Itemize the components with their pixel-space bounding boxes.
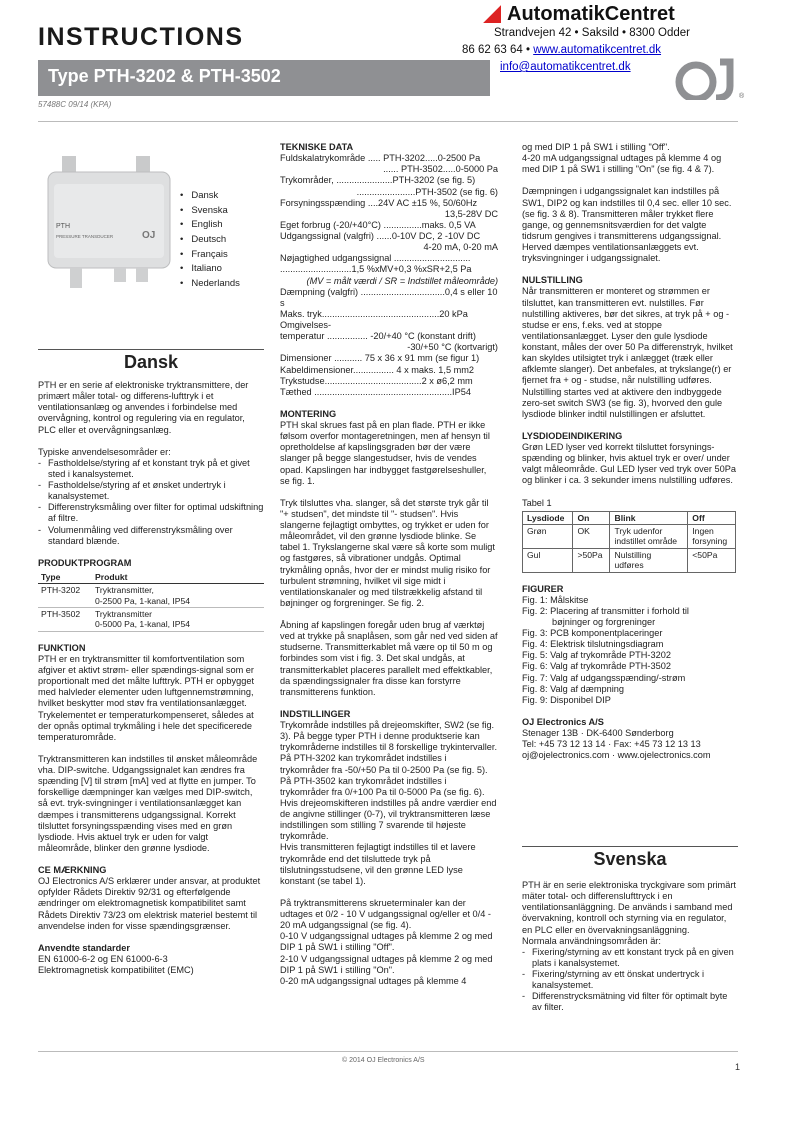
spec-line: Dimensioner ........... 75 x 36 x 91 mm (se figur 1) [280,353,480,364]
spec-line: .......................PTH-3502 (se fig. 6) [356,186,498,197]
list-item: - Differenstryksmåling over filter for optimal udskiftning af filtre. [38,502,264,524]
spec-line: Maks. tryk..............................................20 kPa [280,308,468,319]
registered-mark: ® [739,93,745,100]
montering-text-1: PTH skal skrues fast på en plan flade. PTH er ikke følsom overfor montageretningen, men af hensyn til opretholdelse af kapslingsgraden bør der være slanger på begge slangestudser, hvis de vendes opad. Kapslingen har indbygget fastgørelseshuller, se fig. 1. [280,420,490,486]
company-email-link[interactable] [500,61,631,75]
document-number: 57488C 09/14 (KPA) [38,100,112,109]
oj-company-heading: OJ Electronics A/S [522,716,604,727]
language-item[interactable]: • Svenska [180,205,240,220]
company-email[interactable]: info@automatikcentret.dk [500,61,631,73]
svenska-intro: PTH är en serie elektroniska tryckgivare som primärt mäter total- och differenslufttryck i en ventilationsanläggning. De används i samband med övervakning, kontroll och styrning via en regulator, en PLC eller en övervakningsanläggning. [522,880,736,935]
list-item: - Differenstrycksmätning vid filter för optimalt byte av filter. [522,991,728,1013]
indstillinger-text: 0-10 V udgangssignal udtages på klemme 2 og med DIP 1 på SW1 i stilling "Off". [280,931,493,953]
company-phone: 86 62 63 64 • [462,44,530,56]
table-row: Gul >50Pa Nulstilling udføres <50Pa [523,548,736,572]
language-item[interactable]: • Deutsch [180,234,240,249]
table-row: PTH-3202 Tryktransmitter, 0-2500 Pa, 1-kanal, IP54 [38,584,264,608]
list-item: - Volumenmåling ved differenstryksmåling over standard blænde. [38,524,233,546]
product-label: PTH [56,223,70,230]
ce-text: OJ Electronics A/S erklærer under ansvar, at produktet opfylder Rådets Direktiv 92/31 og efterfølgende ændringer om elektromagnetisk kompatibilitet samt Rådets Direktiv 73/23 om elektrisk materiel bestemt til anvendelse inden for visse spændingsgrænser. [38,876,261,931]
language-item[interactable]: • Dansk [180,190,240,205]
spec-line: Trykområder, ......................PTH-3202 (se fig. 5) [280,175,476,186]
section-heading-svenska: Svenska [522,846,738,871]
figure-item: Fig. 6: Valg af trykområde PTH-3502 [522,661,671,672]
spec-line: 13,5-28V DC [444,208,498,219]
oj-contact: oj@ojelectronics.com · www.ojelectronics.com [522,750,711,761]
title-bar [38,60,490,96]
list-item: - Fastholdelse/styring af et ønsket undertryk i kanalsystemet. [38,480,226,502]
spec-line: ...... PTH-3502.....0-5000 Pa [383,164,498,175]
montering-text-2: Tryk tilsluttes vha. slanger, så det største tryk går til "+ studsen", det mindste til "- studsen". Hvis slangerne fejlagtigt ombyttes, og trykket er uden for måleområdet, vil den grønne lysdiode blinke. Se tabel 1. Trykslangerne skal være så korte som muligt og fastgøres, så vibrationer undgås. Optimal trykmåling opnås, hvor der er mindst mulig risiko for turbulent strømning, hvilket vil sige midt i ventilationskanaler og med tilstrækkelig afstand til bøjninger og forgreninger. Se fig. 2. [280,497,495,608]
table-row: Grøn OK Tryk udenfor indstillet område Ingen forsyning [523,525,736,549]
brand-logo-icon [483,5,501,23]
indstillinger-text: På PTH-3202 kan trykområdet indstilles i trykområder fra -50/+50 Pa til 0-2500 Pa (se fig. 5). [280,753,488,775]
spec-line: -30/+50 °C (kortvarigt) [407,342,498,353]
list-item: - Fixering/styrning av ett önskat undertryck i kanalsystemet. [522,969,705,991]
spec-line: temperatur ................ -20/+40 °C (konstant drift) [280,331,476,342]
standards-line: Elektromagnetisk kompatibilitet (EMC) [38,965,194,976]
daempning-text: Dæmpningen i udgangssignalet kan indstilles på SW1, DIP2 og kan indstilles til 0,4 sec. eller 10 sec. (se fig. 3 & 8). Transmitteren måler trykket flere gange, og gennemsnitsværdien for det valgte tidsrum gengives i transmitterens udgangssignal. Herved dæmpes ventilationsanlæggets evt. tryksvingninger i udgangssignalet. [522,186,732,264]
spec-line: Trykstudse......................................2 x ø6,2 mm [280,375,473,386]
list-item: - Fastholdelse/styring af et konstant tryk på et givet sted i kanalsystemet. [38,457,250,479]
spec-line: Eget forbrug (-20/+40°C) ...............maks. 0,5 VA [280,219,476,230]
nulstilling-text: Når transmitteren er monteret og strømmen er tilsluttet, kan transmitteren evt. nulstilles. Før nulstilling aktiveres, bør det sikres, at tryk på + og - studse er ens, f.eks. ved at stoppe ventilationsanlægget. Lyser den gule lysdiode konstant, måles der over 50 Pa differenstryk, hvilket kan skyldes utilsigtet tryk i anlægget (træk eller afklemte slanger). Det anbefales, at trykslange(r) er fjernet fra + og - studse, når nulstilling udføres. Nulstilling startes ved at aktivere den indbyggede zero-set switch SW3 (se fig. 3), hvorved den gule lysdiode blinker indtil nulstillingen er afsluttet. [522,286,733,419]
indstillinger-text: 2-10 V udgangssignal udtages på klemme 2 og med DIP 1 på SW1 i stilling "On". [280,953,493,975]
list-item: - Fixering/styrning av ett konstant tryck på en given plats i kanalsystemet. [522,946,734,968]
table-header: Blink [610,511,688,524]
table-row: PTH-3502 Tryktransmitter 0-5000 Pa, 1-kanal, IP54 [38,608,264,632]
language-item[interactable]: • Nederlands [180,278,240,293]
spec-line: Dæmpning (valgfri) .................................0,4 s eller 10 s [280,286,498,308]
product-image [44,156,176,296]
language-item[interactable]: • Français [180,249,240,264]
table-header: Type [38,571,92,584]
language-item[interactable]: • English [180,219,240,234]
ce-heading: CE MÆRKNING [38,865,107,876]
figure-item: Fig. 5: Valg af trykområde PTH-3202 [522,650,671,661]
product-sublabel: PRESSURE TRANSDUCER [56,234,114,239]
spec-line: Omgivelses- [280,320,332,330]
produktprogram-heading: PRODUKTPROGRAM [38,557,132,568]
company-brand [483,2,675,26]
product-logo: OJ [142,230,156,241]
tekniske-data-heading: TEKNISKE DATA [280,142,354,152]
led-table [522,511,736,573]
figure-item: Fig. 8: Valg af dæmpning [522,683,624,694]
language-list [180,190,240,293]
figure-item: Fig. 4: Elektrisk tilslutningsdiagram [522,639,664,650]
funktion-text-1: PTH er en tryktransmitter til komfortventilation som afgiver et aktivt strøm- eller spændings-signal som er proportionalt med det målte lufttryk. PTH er opbygget med halvleder elementer uden luftgennemstrømning, hvilket beskytter mod støv fra ventilationsanlægget. Trykelementet er temperaturkompenseret, således at der opnås optimal trykmåling i hele det specificerede temperaturområde. [38,653,255,742]
section-heading-dansk: Dansk [38,349,264,374]
figure-item: Fig. 9: Disponibel DIP [522,694,611,705]
company-name: AutomatikCentret [507,3,675,25]
header-divider [38,121,738,122]
svenska-column [522,880,738,1014]
table-header: On [573,511,610,524]
table-caption: Tabel 1 [522,497,552,508]
spec-line: Tæthed ......................................................IP54 [280,386,471,397]
indstillinger-text: Trykområde indstilles på drejeomskifter, SW2 (se fig. 3). På begge typer PTH i denne produktserie kan trykområderne indstilles til 8 forskellige trykintervaller. [280,720,498,753]
indstillinger-text: På tryktransmitterens skrueterminaler kan der udtages et 0/2 - 10 V udgangssignal og/eller et 0/4 - 20 mA udgangssignal (se fig. 4). [280,897,491,931]
standards-heading: Anvendte standarder [38,942,130,953]
funktion-text-2: Tryktransmitteren kan indstilles til ønsket måleområde vha. DIP-switche. Udgangssignalet kan ændres fra spænding [V] til strøm [mA] ved at flytte en jumper. To forskellige dæmpninger kan vælges med DIP-switch, så evt. tryk-svingninger i ventilationsanlægget kan dæmpes i transmitterens udgangssignal. Korrekt tilsluttet forsyningsspænding vises med en grøn lysdiode. Hvis aktuel tryk er uden for valgt måleområde, blinker den grønne lysdiode. [38,753,258,853]
table-header: Lysdiode [523,511,573,524]
figurer-heading: FIGURER [522,583,564,594]
uses-title: Typiske anvendelsesområder er: [38,446,171,457]
intro-text: PTH er en serie af elektroniske tryktransmittere, der primært måler total- og differens-lufttryk i et ventilationsanlæg og anvendes i forbindelse med overvågning, kontrol og regulering via en regulator, PLC eller et overvågningsanlæg. [38,380,249,435]
standards-line: EN 61000-6-2 og EN 61000-6-3 [38,953,168,964]
product-table [38,571,264,632]
oj-logo-icon [668,56,746,100]
footer-divider [38,1051,738,1052]
spec-line: ............................1,5 %xMV+0,3 %xSR+2,5 Pa [280,264,472,275]
middle-column [280,142,498,987]
indstillinger-text: 0-20 mA udgangssignal udtages på klemme 4 [280,975,467,986]
nulstilling-heading: NULSTILLING [522,275,583,286]
figure-item: Fig. 7: Valg af udgangsspænding/-strøm [522,672,686,683]
left-column [38,380,264,976]
right-column [522,142,738,761]
montering-text-3: Åbning af kapslingen foregår uden brug af værktøj ved at trykke på snaplåsen, som går ned ved siden af studserne. Transmitterkablet må være op til 50 m og forbindes som vist i fig. 3. Det skal undgås, at transmitterkablet placeres parallelt med effektkabler, da spændingssignaler fra disse kan forstyrre transmitterens funktion. [280,620,498,697]
spec-line: Nøjagtighed udgangssignal .............................. [280,253,471,264]
page-number: 1 [735,1062,741,1072]
figure-item: Fig. 2: Placering af transmitter i forhold til [522,605,689,616]
spec-line: Fuldskalatrykområde ..... PTH-3202.....0-2500 Pa [280,153,481,164]
lysdiode-text: Grøn LED lyser ved korrekt tilsluttet forsynings-spænding og blinker, hvis aktuel tryk er over/ under valgt måleområde. Gul LED lyser ved tryk over 50Pa og blinker i ca. 3 sekunder imens nulstilling udføres. [522,442,736,486]
table-header: Off [688,511,736,524]
language-item[interactable]: • Italiano [180,263,240,278]
oj-phone: Tel: +45 73 12 13 14 · Fax: +45 73 12 13 13 [522,739,701,750]
spec-line: (MV = målt værdi / SR = Indstillet måleområde) [306,275,498,286]
spec-line: Kabeldimensioner................ 4 x maks. 1,5 mm2 [280,364,475,375]
indstillinger-heading: INDSTILLINGER [280,708,351,719]
company-contact [462,44,661,58]
oj-address: Stenager 13B · DK-6400 Sønderborg [522,728,674,739]
lysdiode-heading: LYSDIODEINDIKERING [522,430,623,441]
spec-line: Udgangssignal (valgfri) ......0-10V DC, 2 -10V DC [280,231,481,241]
montering-heading: MONTERING [280,408,337,419]
spec-line: 4-20 mA, 0-20 mA [423,242,498,253]
svenska-uses-title: Normala användningsområden är: [522,935,661,946]
figure-item: bøjninger og forgreninger [552,616,656,627]
indstillinger-cont: og med DIP 1 på SW1 i stilling "Off". [522,142,670,152]
table-header: Produkt [92,571,264,584]
company-address: Strandvejen 42 • Saksild • 8300 Odder [494,27,691,39]
instructions-heading: INSTRUCTIONS [38,23,244,51]
indstillinger-text: På PTH-3502 kan trykområdet indstilles i trykområder fra 0/+100 Pa til 0-5000 Pa (se fig. 6). [280,775,485,797]
indstillinger-text: Hvis transmitteren fejlagtigt indstilles til et lavere trykområde end det tilsluttede tryk på tilslutningsstudsene, vil den grønne LED lyse konstant (se tabel 1). [280,842,476,886]
indstillinger-text: Hvis drejeomskifteren indstilles på andre værdier end de angivne stillinger (0-7), vil tryktransmitteren læse indstillingen som stilling 7 svarende til højeste trykområde. [280,797,497,842]
spec-line: Forsyningsspænding ....24V AC ±15 %, 50/60Hz [280,197,478,208]
figure-item: Fig. 1: Målskitse [522,594,589,605]
copyright: © 2014 OJ Electronics A/S [342,1057,425,1064]
indstillinger-cont: 4-20 mA udgangssignal udtages på klemme 4 og med DIP 1 på SW1 i stilling "On" (se fig. 4 & 7). [522,153,722,175]
company-website-link[interactable]: www.automatikcentret.dk [533,44,662,56]
figure-item: Fig. 3: PCB komponentplaceringer [522,628,663,639]
funktion-heading: FUNKTION [38,642,86,653]
document-title: Type PTH-3202 & PTH-3502 [48,66,281,86]
